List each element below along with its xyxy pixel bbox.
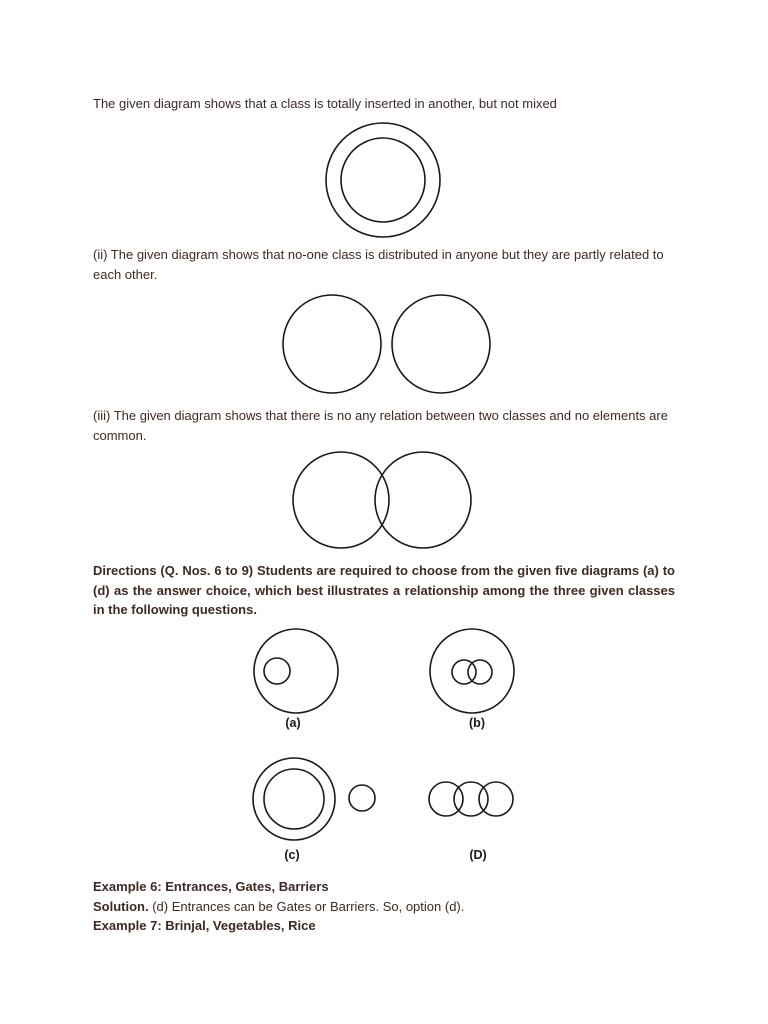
choice-c-diagram <box>248 758 388 868</box>
outer-circle <box>253 758 335 840</box>
choice-a-diagram <box>248 628 348 738</box>
right-circle <box>392 295 490 393</box>
nested-circles-diagram <box>320 124 450 239</box>
outer-circle <box>326 123 440 237</box>
example6-block <box>93 877 675 936</box>
chain-circle-right <box>479 782 513 816</box>
solution-label: Solution. <box>93 898 149 914</box>
small-circle <box>264 658 290 684</box>
solution-text: (d) Entrances can be Gates or Barriers. So, option (d). <box>148 898 465 914</box>
left-circle <box>283 295 381 393</box>
intro-text: The given diagram shows that a class is totally inserted in another, but not mixed <box>93 96 557 111</box>
small-circle-right <box>468 660 492 684</box>
choice-a-label: (a) <box>285 716 301 730</box>
choice-b-diagram <box>422 628 522 738</box>
example6-heading: Example 6: Entrances, Gates, Barriers <box>93 879 329 894</box>
overlapping-circles-diagram <box>288 450 484 554</box>
choice-d-label: (D) <box>469 848 487 862</box>
example7-heading: Example 7: Brinjal, Vegetables, Rice <box>93 918 316 933</box>
inner-circle <box>341 138 425 222</box>
directions-text: Directions (Q. Nos. 6 to 9) Students are required to choose from the given five diagrams (a) to (d) as the answer choice, which best illustrates a relationship among the three given classes in the following questions. <box>93 563 675 617</box>
choice-b-label: (b) <box>469 716 485 730</box>
separate-small-circle <box>349 785 375 811</box>
inner-circle <box>264 769 324 829</box>
separate-circles-diagram <box>278 293 498 397</box>
item-ii-text: (ii) The given diagram shows that no-one class is distributed in anyone but they are partly related to each other. <box>93 247 664 282</box>
example6-solution <box>93 897 675 917</box>
item-iii-text: (iii) The given diagram shows that there is no any relation between two classes and no elements are common. <box>93 408 668 443</box>
choice-c-label: (c) <box>284 848 300 862</box>
choice-d-diagram <box>424 758 524 868</box>
large-circle <box>254 629 338 713</box>
large-circle <box>430 629 514 713</box>
